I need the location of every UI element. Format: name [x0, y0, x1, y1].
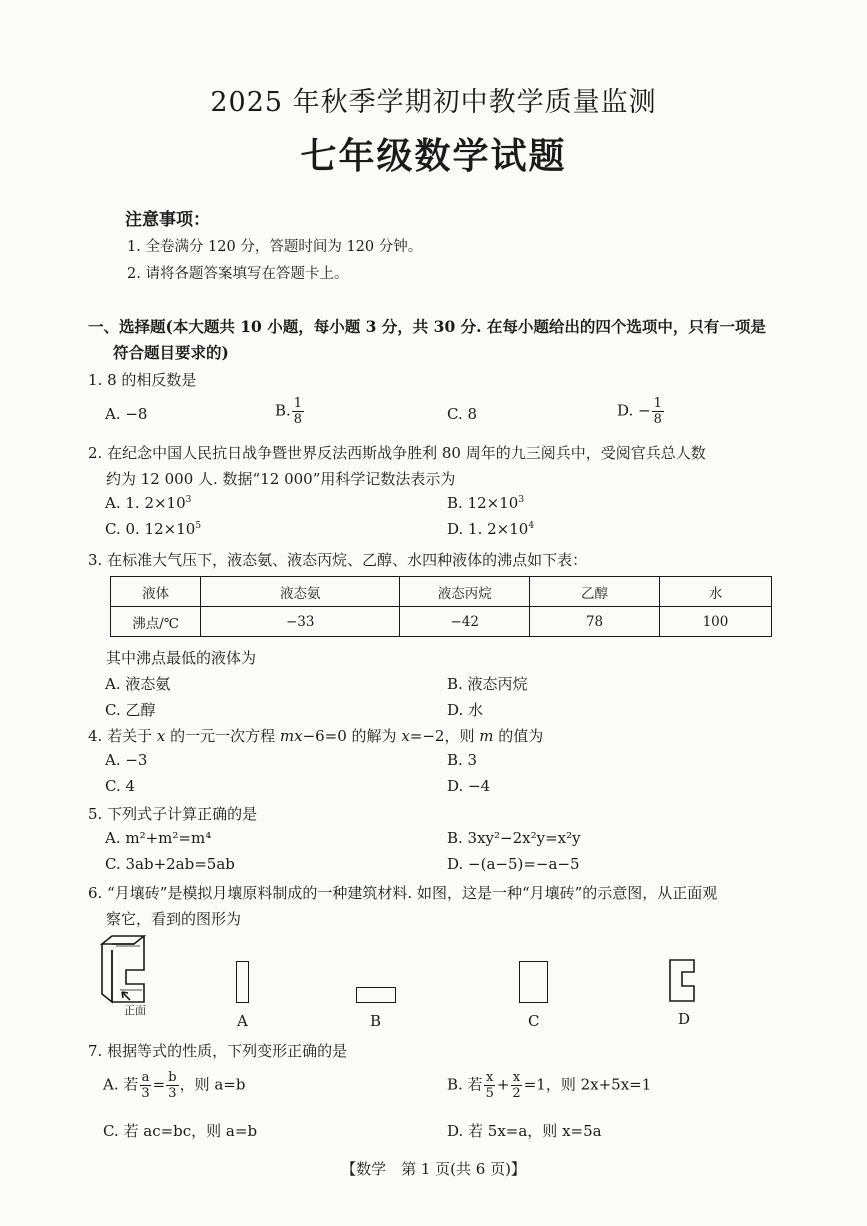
option-a-shape — [236, 961, 249, 1003]
question-7-stem: 7. 根据等式的性质，下列变形正确的是 — [88, 1042, 348, 1060]
table-cell: 液体 — [111, 577, 201, 607]
table-cell: 100 — [659, 607, 771, 637]
table-cell: 液态丙烷 — [400, 577, 530, 607]
question-6-line2: 察它，看到的图形为 — [106, 910, 242, 928]
q2-option-c: C. 0. $12\times 10^5$ — [105, 520, 202, 538]
q7-option-b: B. 若 $\frac{x}{5}$ + $\frac{x}{2}$ =1，则 2x+5x=1 — [447, 1070, 652, 1101]
q5-option-c: C. 3ab+2ab=5ab — [105, 855, 235, 873]
q5-option-a: A. m²+m²=m⁴ — [105, 829, 212, 847]
q2-option-d: D. 1. $2\times 10^4$ — [447, 520, 535, 538]
question-4-stem: 4. 若关于 x 的一元一次方程 mx−6=0 的解为 x=−2，则 m 的值为 — [88, 727, 544, 745]
question-2-line2: 约为 12 000 人. 数据“12 000”用科学记数法表示为 — [106, 470, 456, 488]
question-2-line1: 2. 在纪念中国人民抗日战争暨世界反法西斯战争胜利 80 周年的九三阅兵中，受阅官兵总人数 — [88, 444, 706, 462]
table-cell: 液态氨 — [201, 577, 400, 607]
q2-option-a: A. 1. $2\times 10^3$ — [105, 494, 192, 512]
exam-title-line1: 2025 年秋季学期初中教学质量监测 — [210, 87, 657, 118]
table-cell: 78 — [530, 607, 660, 637]
option-d-shape — [668, 958, 698, 1004]
q7-option-c: C. 若 ac=bc，则 a=b — [103, 1122, 258, 1140]
page-footer: 【数学 第 1 页(共 6 页)】 — [341, 1160, 526, 1178]
table-cell: 沸点/℃ — [111, 607, 201, 637]
question-3-follow: 其中沸点最低的液体为 — [106, 649, 257, 667]
question-5-stem: 5. 下列式子计算正确的是 — [88, 805, 258, 823]
option-a-label: A — [237, 1012, 248, 1030]
q1-option-b: B. $\frac{1}{8}$ — [275, 396, 303, 427]
question-3-stem: 3. 在标准大气压下，液态氨、液态丙烷、乙醇、水四种液体的沸点如下表： — [88, 551, 588, 569]
q5-option-b: B. 3xy²−2x²y=x²y — [447, 829, 581, 847]
question-1-stem: 1. 8 的相反数是 — [88, 371, 197, 389]
q1-option-c: C. 8 — [447, 405, 478, 423]
q3-option-b: B. 液态丙烷 — [447, 675, 528, 693]
fraction: $\frac{1}{8}$ — [293, 396, 303, 427]
question-6-line1: 6. “月壤砖”是模拟月壤原料制成的一种建筑材料. 如图，这是一种“月壤砖”的示意图，从正面观 — [88, 884, 718, 902]
front-label: 正面 — [124, 1004, 146, 1017]
q4-option-d: D. −4 — [447, 777, 491, 795]
section-heading-cont: 符合题目要求的) — [113, 343, 229, 362]
q5-option-d: D. −(a−5)=−a−5 — [447, 855, 580, 873]
option-c-shape — [519, 961, 548, 1003]
table-row — [111, 607, 772, 637]
option-b-label: B — [370, 1012, 382, 1030]
option-c-label: C — [528, 1012, 540, 1030]
table-cell: −33 — [201, 607, 400, 637]
q3-option-a: A. 液态氨 — [105, 675, 171, 693]
q3-option-d: D. 水 — [447, 701, 484, 719]
q7-option-a: A. 若 $\frac{a}{3}$ = $\frac{b}{3}$ ，则 a=b — [103, 1070, 246, 1101]
fraction: $\frac{1}{8}$ — [653, 396, 662, 427]
option-b-shape — [356, 987, 396, 1003]
table-row — [111, 577, 772, 607]
q4-option-c: C. 4 — [105, 777, 136, 795]
q1-option-a: A. −8 — [105, 405, 148, 423]
q3-option-c: C. 乙醇 — [105, 701, 156, 719]
notice-heading: 注意事项： — [125, 210, 210, 230]
table-cell: −42 — [400, 607, 530, 637]
q1-option-d: D. − $\frac{1}{8}$ — [617, 396, 662, 427]
notice-item-1: 1. 全卷满分 120 分，答题时间为 120 分钟。 — [127, 239, 423, 255]
boiling-point-table — [110, 576, 772, 637]
q4-option-b: B. 3 — [447, 751, 478, 769]
option-d-label: D — [678, 1010, 691, 1028]
notice-item-2: 2. 请将各题答案填写在答题卡上。 — [127, 266, 349, 282]
q4-option-a: A. −3 — [105, 751, 148, 769]
table-cell: 水 — [659, 577, 771, 607]
q2-option-b: B. $12\times 10^3$ — [447, 494, 525, 512]
section-heading: 一、选择题(本大题共 10 小题，每小题 3 分，共 30 分. 在每小题给出的四个选项中，只有一项是 — [88, 317, 766, 336]
exam-title-line2: 七年级数学试题 — [300, 135, 567, 177]
q7-option-d: D. 若 5x=a，则 x=5a — [447, 1122, 602, 1140]
table-cell: 乙醇 — [530, 577, 660, 607]
